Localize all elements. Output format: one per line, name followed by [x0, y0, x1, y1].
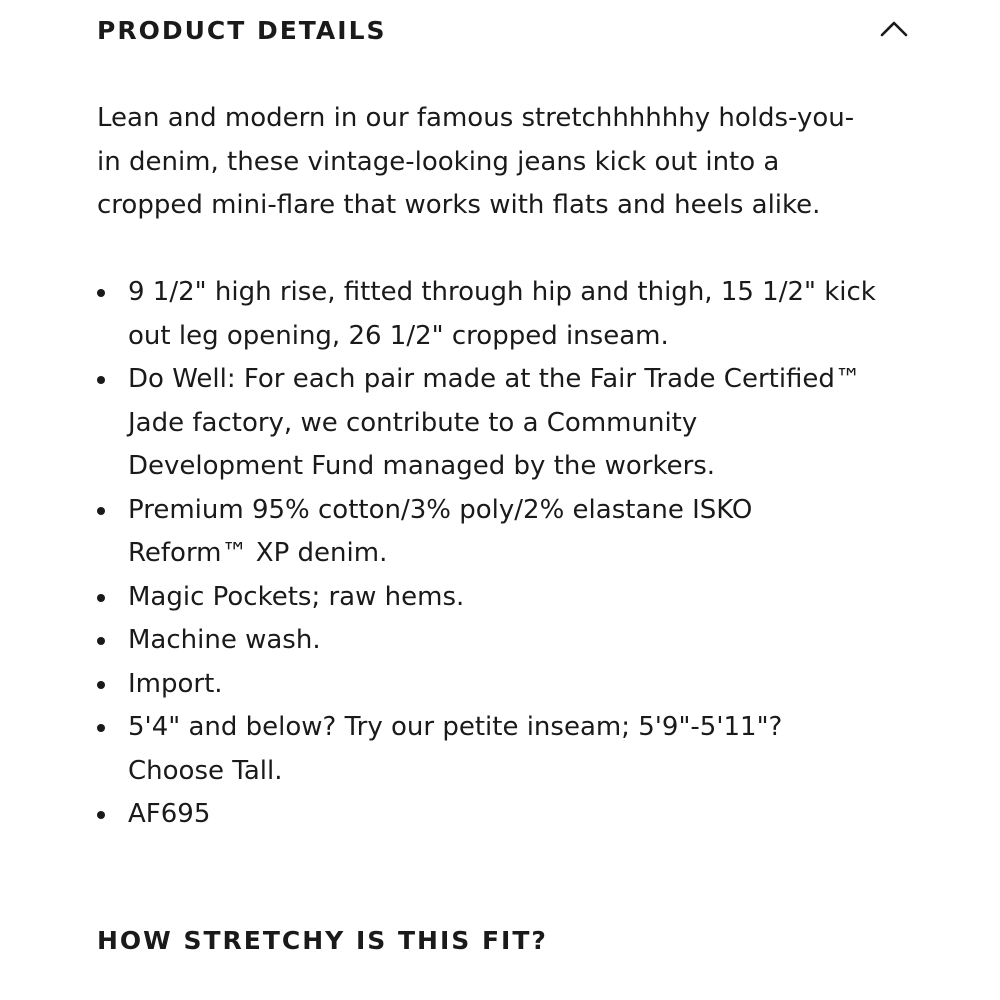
product-details-header[interactable]	[97, 8, 903, 52]
bullet-icon	[97, 594, 105, 602]
list-item	[97, 663, 877, 707]
list-item	[97, 576, 877, 620]
bullet-icon	[97, 507, 105, 515]
list-item	[97, 706, 877, 793]
bullet-icon	[97, 289, 105, 297]
list-item-text: Magic Pockets; raw hems.	[128, 581, 465, 612]
list-item	[97, 489, 877, 576]
list-item-text: AF695	[128, 799, 211, 829]
stretch-fit-section-header[interactable]: HOW STRETCHY IS THIS FIT?	[97, 926, 548, 955]
list-item	[97, 619, 877, 663]
list-item-text: Import.	[128, 668, 223, 699]
list-item	[97, 793, 877, 837]
list-item-text: 9 1/2" high rise, fitted through hip and thigh, 15 1/2" kick out leg opening, 26 1/2" cropped inseam.	[128, 277, 876, 351]
list-item-text: 5'4" and below? Try our petite inseam; 5'9"-5'11"? Choose Tall.	[128, 712, 783, 786]
list-item-text: Premium 95% cotton/3% poly/2% elastane ISKO Reform™ XP denim.	[128, 494, 753, 568]
bullet-icon	[97, 376, 105, 384]
bullet-icon	[97, 637, 105, 645]
chevron-up-icon[interactable]	[879, 15, 909, 45]
list-item	[97, 358, 877, 489]
list-item-text: Do Well: For each pair made at the Fair Trade Certified™ Jade factory, we contribute to a Community Development Fund managed by the workers.	[128, 364, 861, 481]
bullet-icon	[97, 681, 105, 689]
bullet-icon	[97, 724, 105, 732]
list-item-text: Machine wash.	[128, 625, 321, 655]
list-item	[97, 271, 877, 358]
bullet-icon	[97, 811, 105, 819]
product-description: Lean and modern in our famous stretchhhhhhy holds-you-in denim, these vintage-looking jeans kick out into a cropped mini-flare that works with flats and heels alike.	[97, 103, 855, 220]
section-title: PRODUCT DETAILS	[97, 15, 387, 45]
product-details-list	[97, 271, 877, 837]
